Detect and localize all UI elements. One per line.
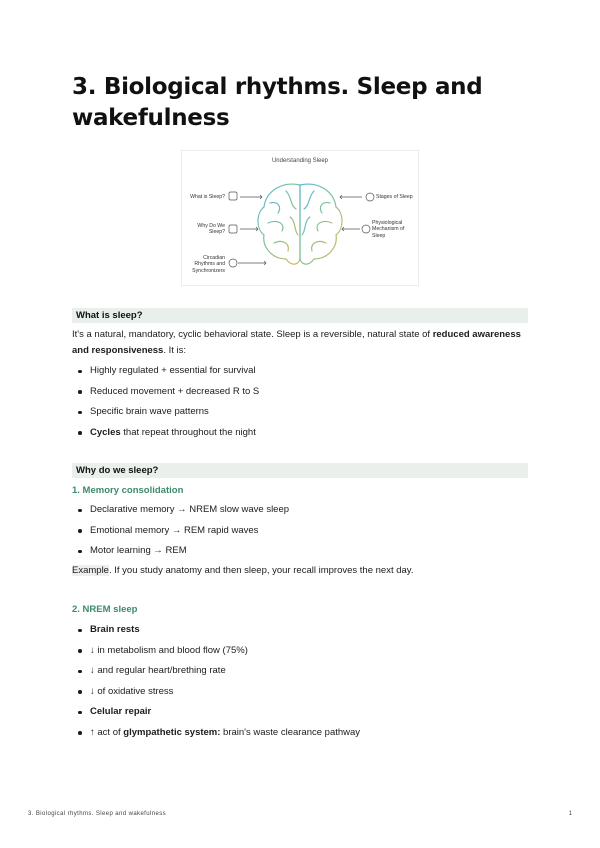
- understanding-sleep-figure: [181, 150, 419, 286]
- page-number: 1: [568, 811, 572, 817]
- figure-label-physiological: Physiological Mechanism of Sleep: [372, 220, 405, 239]
- list-item: Highly regulated + essential for survival: [72, 361, 528, 382]
- intro-paragraph: [72, 327, 528, 359]
- cycles-bold: Cycles: [90, 426, 121, 438]
- memory-list: [72, 500, 528, 562]
- list-item: Specific brain wave patterns: [72, 402, 528, 423]
- glymphatic-prefix: ↑ act of: [90, 726, 124, 738]
- list-item: Reduced movement + decreased R to S: [72, 382, 528, 403]
- footer-title: 3. Biological rhythms. Sleep and wakefulness: [28, 811, 166, 817]
- list-item: [72, 423, 528, 444]
- example-text: . If you study anatomy and then sleep, your recall improves the next day.: [108, 565, 414, 576]
- figure-title: Understanding Sleep: [271, 158, 329, 164]
- section-heading-why-do-we-sleep: Why do we sleep?: [72, 463, 528, 478]
- brain-icon: [258, 184, 342, 264]
- list-item: Declarative memory → NREM slow wave sleep: [72, 500, 528, 521]
- list-item: ↓ of oxidative stress: [72, 682, 528, 703]
- list-item: [72, 702, 528, 723]
- cellular-repair-bold: Celular repair: [90, 706, 152, 717]
- subheading-memory-consolidation: 1. Memory consolidation: [72, 485, 184, 496]
- list-item: [72, 620, 528, 641]
- list-item: ↓ and regular heart/brething rate: [72, 661, 528, 682]
- list-item: [72, 723, 528, 744]
- figure-label-circadian: Circadian Rhythms and Synchronizers: [192, 255, 225, 274]
- sleep-characteristics-list: [72, 361, 528, 443]
- figure-label-stages: Stages of Sleep: [376, 194, 413, 200]
- subheading-nrem-sleep: 2. NREM sleep: [72, 604, 138, 615]
- list-item: Emotional memory → REM rapid waves: [72, 521, 528, 542]
- intro-text-end: . It is:: [163, 345, 187, 356]
- example-paragraph: [72, 563, 528, 579]
- section-heading-what-is-sleep: What is sleep?: [72, 308, 528, 323]
- nrem-list: [72, 620, 528, 743]
- figure-label-why-do-we-sleep: Why Do We Sleep?: [197, 223, 225, 236]
- figure-label-what-is-sleep: What is Sleep?: [190, 194, 225, 200]
- label-icons: [229, 192, 374, 267]
- glymphatic-text: brain's waste clearance pathway: [220, 726, 361, 738]
- example-label: Example: [72, 565, 109, 576]
- intro-bold: reduced awareness and responsiveness: [72, 329, 521, 356]
- list-item: ↓ in metabolism and blood flow (75%): [72, 641, 528, 662]
- page-title: 3. Biological rhythms. Sleep and wakefulness: [72, 74, 483, 131]
- cycles-text: that repeat throughout the night: [120, 426, 256, 438]
- intro-text: It's a natural, mandatory, cyclic behavioral state. Sleep is a reversible, natural state of: [72, 329, 433, 340]
- list-item: Motor learning → REM: [72, 541, 528, 562]
- glymphatic-bold: glympathetic system:: [123, 726, 221, 738]
- brain-rests-bold: Brain rests: [90, 624, 140, 635]
